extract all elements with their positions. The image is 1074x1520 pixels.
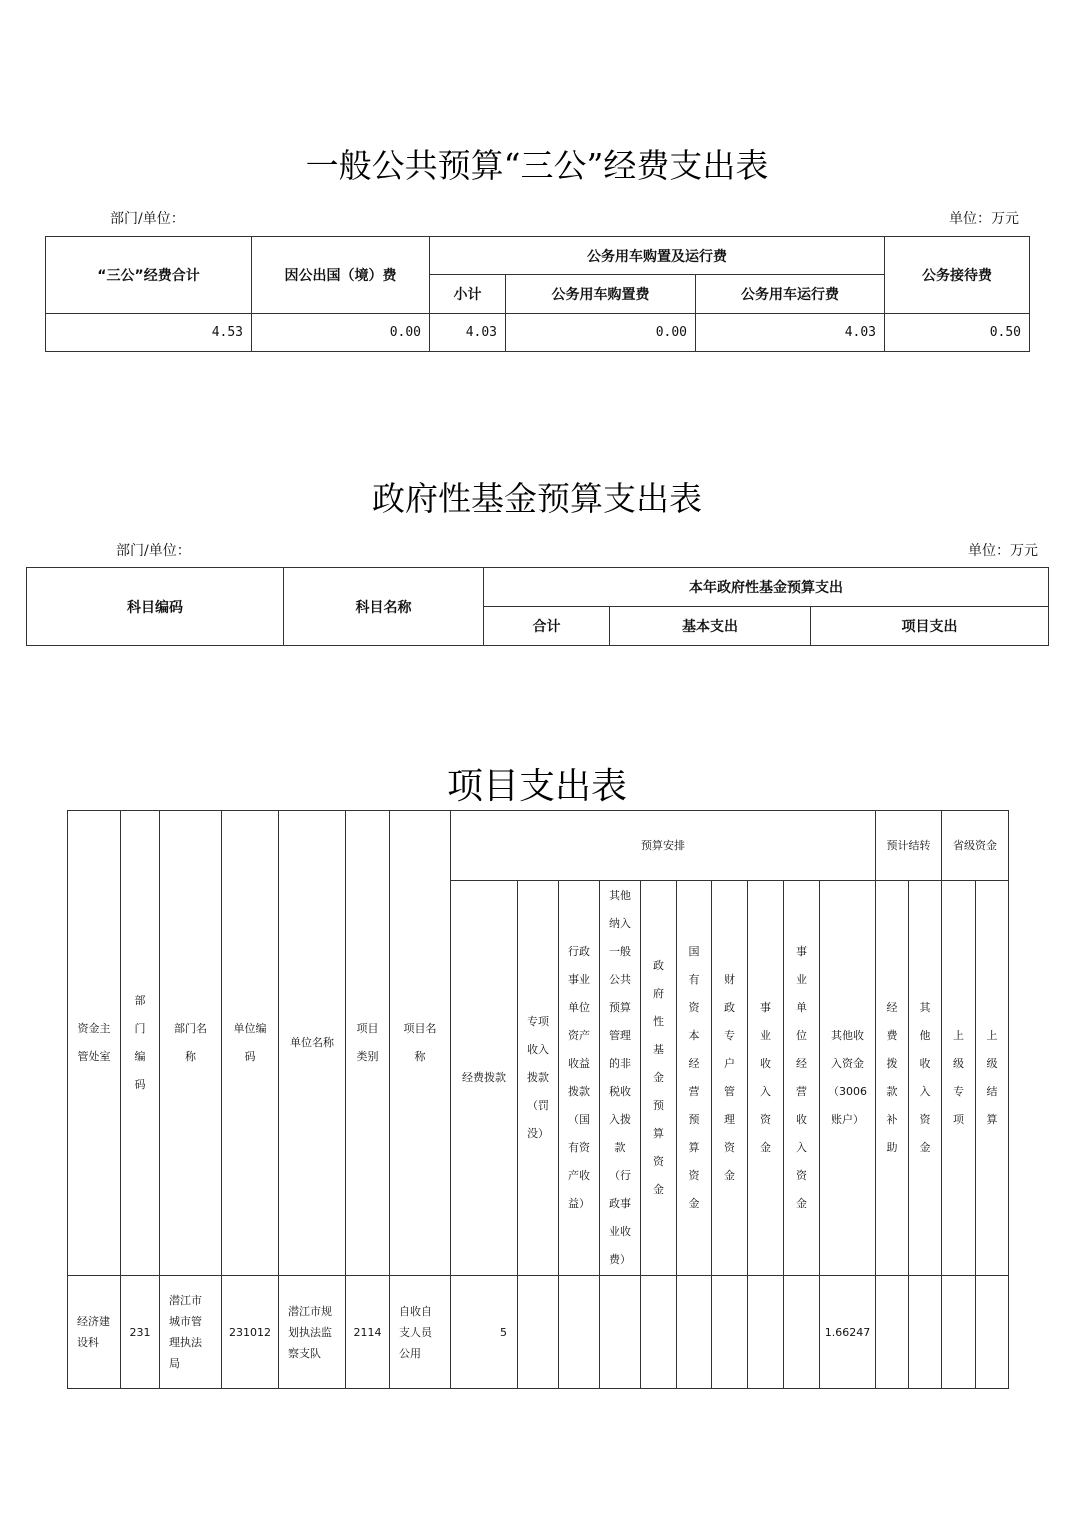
table-row <box>68 1276 1009 1389</box>
table-row <box>46 314 1030 352</box>
header-c10: 其他收入资金（3006账户） <box>820 881 876 1276</box>
cell-c5 <box>641 1276 677 1389</box>
header-total: 合计 <box>484 607 610 646</box>
header-unit-code: 单位编码 <box>222 811 279 1276</box>
header-project: 项目支出 <box>811 607 1049 646</box>
header-vehicle-group: 公务用车购置及运行费 <box>430 237 885 275</box>
header-project-type: 项目类别 <box>346 811 390 1276</box>
cell-purchase: 0.00 <box>506 314 696 352</box>
unit-label: 单位：万元 <box>968 543 1038 559</box>
cell-unit-name: 潜江市规划执法监察支队 <box>279 1276 346 1389</box>
header-dept-code: 部门编码 <box>121 811 160 1276</box>
header-c13: 上级专项 <box>942 881 976 1276</box>
cell-fund-office: 经济建设科 <box>68 1276 121 1389</box>
header-c2: 专项收入拨款（罚没） <box>518 881 559 1276</box>
header-c3: 行政事业单位资产收益拨款（国有资产收益） <box>559 881 600 1276</box>
cell-c1: 5 <box>451 1276 518 1389</box>
cell-c6 <box>677 1276 712 1389</box>
header-fund-office: 资金主管处室 <box>68 811 121 1276</box>
cell-project-name: 自收自支人员公用 <box>390 1276 451 1389</box>
cell-c14 <box>976 1276 1009 1389</box>
cell-c13 <box>942 1276 976 1389</box>
cell-c2 <box>518 1276 559 1389</box>
header-basic: 基本支出 <box>610 607 811 646</box>
header-c4: 其他纳入一般公共预算管理的非税收入拨款（行政事业收费） <box>600 881 641 1276</box>
cell-c10: 1.66247 <box>820 1276 876 1389</box>
page-title-sangong: 一般公共预算“三公”经费支出表 <box>305 146 769 185</box>
header-budget-group: 预算安排 <box>451 811 876 881</box>
cell-reception: 0.50 <box>885 314 1030 352</box>
cell-project-type: 2114 <box>346 1276 390 1389</box>
header-c7: 财政专户管理资金 <box>712 881 748 1276</box>
cell-c11 <box>876 1276 909 1389</box>
header-fund-group: 本年政府性基金预算支出 <box>484 568 1049 607</box>
unit-label: 单位：万元 <box>949 211 1019 227</box>
cell-subtotal: 4.03 <box>430 314 506 352</box>
header-c8: 事业收入资金 <box>748 881 784 1276</box>
cell-unit-code: 231012 <box>222 1276 279 1389</box>
dept-label: 部门/单位： <box>110 211 185 227</box>
cell-operation: 4.03 <box>696 314 885 352</box>
page-title-fund: 政府性基金预算支出表 <box>372 479 702 518</box>
header-c5: 政府性基金预算资金 <box>641 881 677 1276</box>
dept-label: 部门/单位： <box>116 543 191 559</box>
cell-dept-name: 潜江市城市管理执法局 <box>160 1276 222 1389</box>
header-c12: 其他收入资金 <box>909 881 942 1276</box>
header-name: 科目名称 <box>284 568 484 646</box>
cell-c9 <box>784 1276 820 1389</box>
header-subtotal: 小计 <box>430 275 506 314</box>
header-total: “三公”经费合计 <box>46 237 252 314</box>
header-c1: 经费拨款 <box>451 881 518 1276</box>
project-table <box>67 810 1009 1389</box>
cell-c3 <box>559 1276 600 1389</box>
fund-table <box>26 567 1049 646</box>
cell-total: 4.53 <box>46 314 252 352</box>
header-c9: 事业单位经营收入资金 <box>784 881 820 1276</box>
cell-dept-code: 231 <box>121 1276 160 1389</box>
header-purchase: 公务用车购置费 <box>506 275 696 314</box>
header-dept-name: 部门名称 <box>160 811 222 1276</box>
header-project-name: 项目名称 <box>390 811 451 1276</box>
header-reception: 公务接待费 <box>885 237 1030 314</box>
header-code: 科目编码 <box>27 568 284 646</box>
header-carryover-group: 预计结转 <box>876 811 942 881</box>
header-operation: 公务用车运行费 <box>696 275 885 314</box>
cell-abroad: 0.00 <box>252 314 430 352</box>
page-title-project: 项目支出表 <box>446 766 627 807</box>
cell-c7 <box>712 1276 748 1389</box>
header-abroad: 因公出国（境）费 <box>252 237 430 314</box>
header-provincial-group: 省级资金 <box>942 811 1009 881</box>
header-c6: 国有资本经营预算资金 <box>677 881 712 1276</box>
header-c11: 经费拨款补助 <box>876 881 909 1276</box>
sangong-table <box>45 236 1030 352</box>
cell-c8 <box>748 1276 784 1389</box>
cell-c12 <box>909 1276 942 1389</box>
header-unit-name: 单位名称 <box>279 811 346 1276</box>
cell-c4 <box>600 1276 641 1389</box>
header-c14: 上级结算 <box>976 881 1009 1276</box>
